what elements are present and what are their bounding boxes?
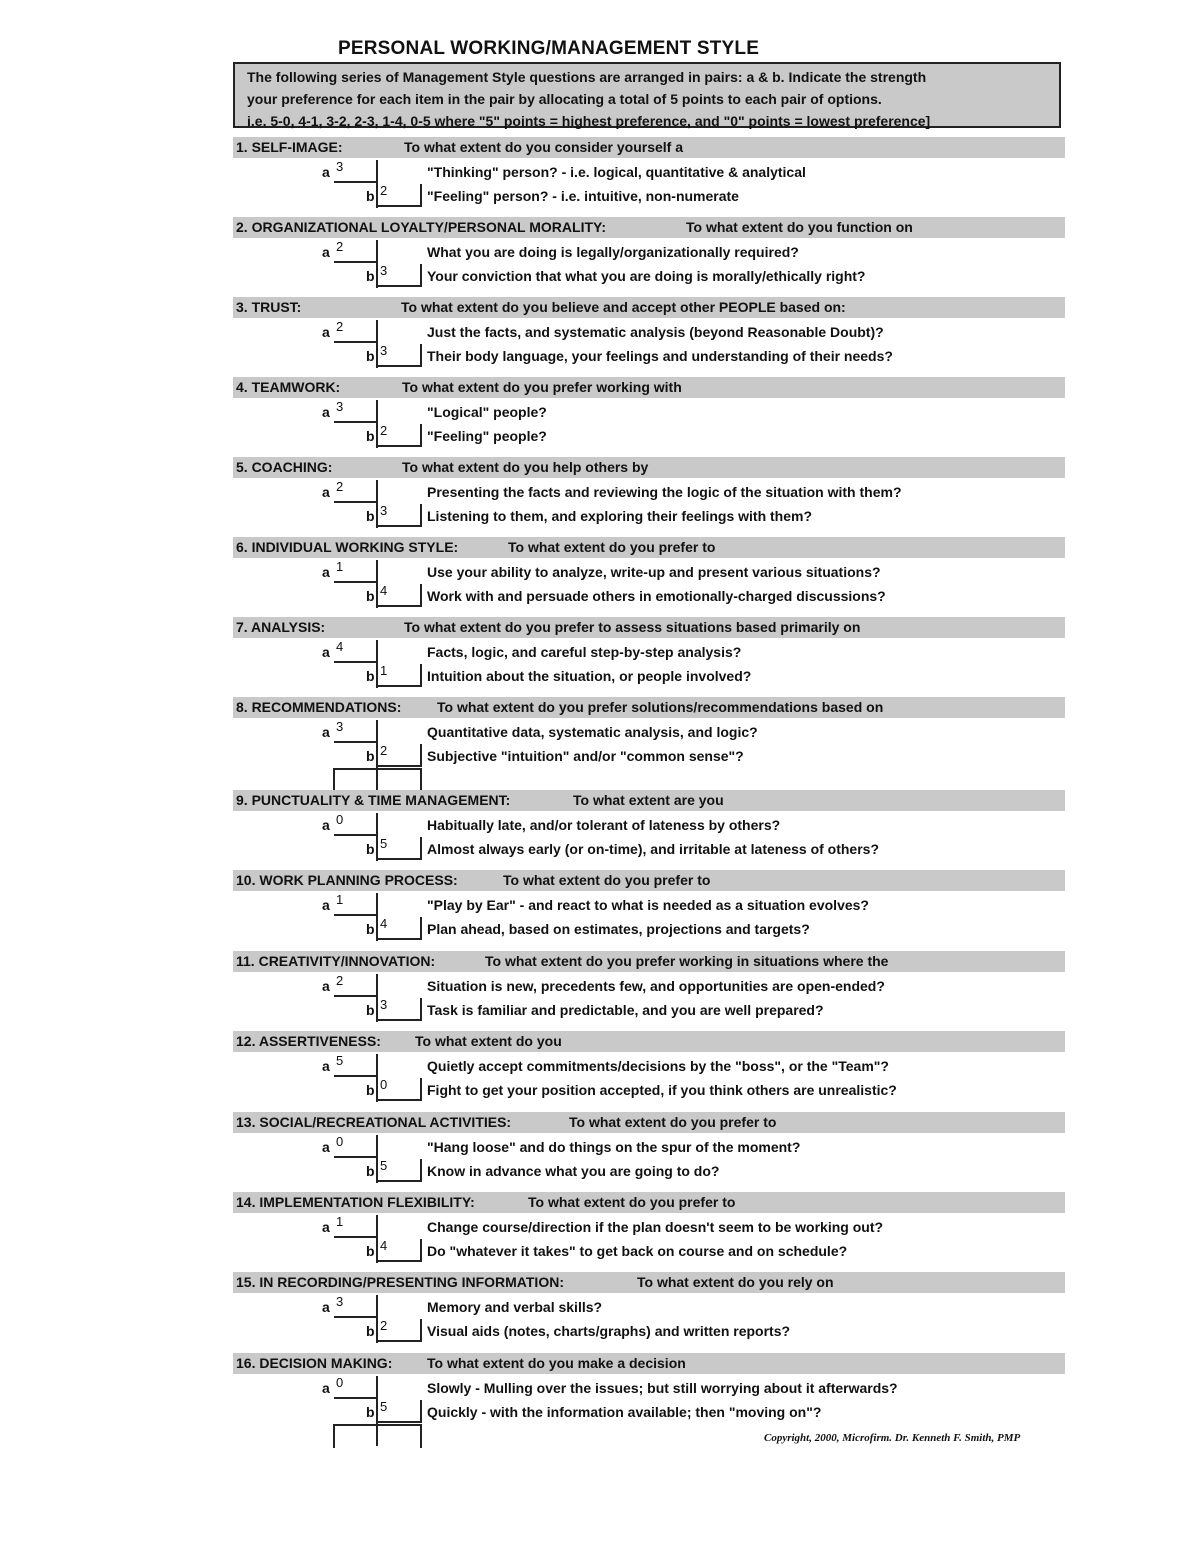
score-value: 3 — [380, 263, 388, 278]
option-b-row — [0, 998, 1200, 1022]
grid-line — [376, 1215, 378, 1263]
grid-line — [376, 480, 378, 528]
option-b-row — [0, 917, 1200, 941]
option-a-row — [0, 160, 1200, 184]
question-prompt: To what extent do you prefer to assess situations based primarily on — [404, 619, 861, 635]
option-a-row — [0, 640, 1200, 664]
question-number-topic: 9. PUNCTUALITY & TIME MANAGEMENT: — [236, 792, 511, 808]
option-a-text: Presenting the facts and reviewing the logic of the situation with them? — [427, 484, 902, 500]
option-a-score[interactable] — [334, 560, 378, 583]
option-a-score[interactable] — [334, 720, 378, 743]
option-b-text: Fight to get your position accepted, if you think others are unrealistic? — [427, 1082, 897, 1098]
option-b-text: Quickly - with the information available; then "moving on"? — [427, 1404, 822, 1420]
instructions-line: your preference for each item in the pair by allocating a total of 5 points to each pair of options. — [247, 91, 882, 107]
question-prompt: To what extent do you believe and accept other PEOPLE based on: — [401, 299, 846, 315]
question-prompt: To what extent do you — [415, 1033, 562, 1049]
question-number-topic: 15. IN RECORDING/PRESENTING INFORMATION: — [236, 1274, 564, 1290]
question-header — [233, 217, 1065, 238]
option-b-row — [0, 184, 1200, 208]
question-number-topic: 11. CREATIVITY/INNOVATION: — [236, 953, 436, 969]
score-value: 3 — [336, 159, 344, 174]
option-a-letter: a — [322, 978, 330, 994]
question-header — [233, 1272, 1065, 1293]
option-b-text: Task is familiar and predictable, and you are well prepared? — [427, 1002, 824, 1018]
question-number-topic: 5. COACHING: — [236, 459, 333, 475]
option-a-score[interactable] — [334, 974, 378, 997]
question-number-topic: 10. WORK PLANNING PROCESS: — [236, 872, 458, 888]
question-header — [233, 870, 1065, 891]
question-prompt: To what extent do you prefer to — [528, 1194, 736, 1210]
option-a-text: What you are doing is legally/organizationally required? — [427, 244, 799, 260]
question-prompt: To what extent do you prefer to — [569, 1114, 777, 1130]
option-b-text: Subjective "intuition" and/or "common sense"? — [427, 748, 744, 764]
option-b-letter: b — [366, 428, 375, 444]
option-a-score[interactable] — [334, 240, 378, 263]
grid-line — [376, 240, 378, 288]
option-a-score[interactable] — [334, 160, 378, 183]
instructions-line: i.e. 5-0, 4-1, 3-2, 2-3, 1-4, 0-5 where "5" points = highest preference, and "0" points = lowest preference] — [247, 113, 931, 129]
option-b-score[interactable] — [378, 1159, 422, 1182]
question-header — [233, 697, 1065, 718]
option-b-score[interactable] — [378, 584, 422, 607]
question-header — [233, 537, 1065, 558]
score-value: 3 — [336, 1294, 344, 1309]
score-value: 3 — [380, 503, 388, 518]
question-header — [233, 457, 1065, 478]
question-number-topic: 16. DECISION MAKING: — [236, 1355, 393, 1371]
question-header — [233, 790, 1065, 811]
option-a-score[interactable] — [334, 1215, 378, 1238]
option-a-row — [0, 1376, 1200, 1400]
option-b-row — [0, 424, 1200, 448]
option-a-row — [0, 1215, 1200, 1239]
option-a-row — [0, 1135, 1200, 1159]
score-value: 2 — [336, 973, 344, 988]
option-b-score[interactable] — [378, 184, 422, 207]
option-b-letter: b — [366, 1323, 375, 1339]
score-value: 1 — [336, 1214, 344, 1229]
option-b-text: "Feeling" people? — [427, 428, 547, 444]
option-a-letter: a — [322, 324, 330, 340]
option-b-row — [0, 1159, 1200, 1183]
grid-line — [420, 1424, 422, 1448]
option-b-score[interactable] — [378, 264, 422, 287]
score-value: 3 — [380, 997, 388, 1012]
option-b-letter: b — [366, 268, 375, 284]
option-b-score[interactable] — [378, 664, 422, 687]
option-b-text: Do "whatever it takes" to get back on course and on schedule? — [427, 1243, 848, 1259]
option-b-row — [0, 504, 1200, 528]
option-b-text: Almost always early (or on-time), and irritable at lateness of others? — [427, 841, 880, 857]
option-b-letter: b — [366, 1082, 375, 1098]
option-b-score[interactable] — [378, 1239, 422, 1262]
score-value: 3 — [336, 719, 344, 734]
question-number-topic: 3. TRUST: — [236, 299, 302, 315]
question-header — [233, 1112, 1065, 1133]
option-b-letter: b — [366, 668, 375, 684]
option-b-row — [0, 1239, 1200, 1263]
option-a-row — [0, 560, 1200, 584]
option-b-letter: b — [366, 1243, 375, 1259]
option-b-text: Listening to them, and exploring their feelings with them? — [427, 508, 813, 524]
option-a-row — [0, 1295, 1200, 1319]
question-header — [233, 137, 1065, 158]
option-a-text: Memory and verbal skills? — [427, 1299, 603, 1315]
score-value: 3 — [336, 399, 344, 414]
option-a-text: Situation is new, precedents few, and opportunities are open-ended? — [427, 978, 885, 994]
option-b-letter: b — [366, 1163, 375, 1179]
grid-line — [376, 400, 378, 448]
option-a-letter: a — [322, 484, 330, 500]
score-value: 3 — [380, 343, 388, 358]
grid-line — [376, 720, 378, 790]
option-b-text: Your conviction that what you are doing is morally/ethically right? — [427, 268, 866, 284]
score-value: 2 — [380, 423, 388, 438]
grid-line — [376, 1135, 378, 1183]
grid-line — [376, 1054, 378, 1102]
question-header — [233, 377, 1065, 398]
question-number-topic: 13. SOCIAL/RECREATIONAL ACTIVITIES: — [236, 1114, 512, 1130]
option-a-score[interactable] — [334, 1376, 378, 1399]
grid-line — [376, 320, 378, 368]
grid-line — [376, 813, 378, 861]
option-a-letter: a — [322, 1380, 330, 1396]
score-value: 5 — [336, 1053, 344, 1068]
question-prompt: To what extent do you prefer to — [503, 872, 711, 888]
option-b-text: "Feeling" person? - i.e. intuitive, non-numerate — [427, 188, 739, 204]
option-b-row — [0, 584, 1200, 608]
option-a-letter: a — [322, 164, 330, 180]
score-value: 2 — [380, 1318, 388, 1333]
score-value: 0 — [336, 1134, 344, 1149]
option-a-row — [0, 480, 1200, 504]
grid-line — [376, 1295, 378, 1343]
grid-line — [376, 974, 378, 1022]
score-value: 4 — [380, 916, 388, 931]
page-title: PERSONAL WORKING/MANAGEMENT STYLE — [338, 38, 760, 59]
option-b-letter: b — [366, 1002, 375, 1018]
score-value: 2 — [380, 183, 388, 198]
score-value: 2 — [336, 319, 344, 334]
instructions-box — [233, 62, 1061, 128]
option-b-letter: b — [366, 748, 375, 764]
option-a-row — [0, 1054, 1200, 1078]
option-a-text: Facts, logic, and careful step-by-step analysis? — [427, 644, 742, 660]
option-a-letter: a — [322, 897, 330, 913]
instructions-line: The following series of Management Style questions are arranged in pairs: a & b. Indicate the strength — [247, 69, 927, 85]
grid-line — [376, 1376, 378, 1446]
score-value: 1 — [380, 663, 388, 678]
grid-line — [334, 768, 422, 770]
question-number-topic: 1. SELF-IMAGE: — [236, 139, 343, 155]
option-a-letter: a — [322, 404, 330, 420]
option-b-score[interactable] — [378, 1319, 422, 1342]
question-prompt: To what extent do you prefer working with — [402, 379, 682, 395]
option-b-score[interactable] — [378, 837, 422, 860]
grid-line — [376, 560, 378, 608]
option-a-letter: a — [322, 724, 330, 740]
option-a-score[interactable] — [334, 893, 378, 916]
option-a-row — [0, 400, 1200, 424]
option-b-text: Plan ahead, based on estimates, projections and targets? — [427, 921, 810, 937]
score-value: 4 — [336, 639, 344, 654]
question-prompt: To what extent do you function on — [686, 219, 913, 235]
option-b-letter: b — [366, 588, 375, 604]
option-b-letter: b — [366, 841, 375, 857]
option-a-letter: a — [322, 1058, 330, 1074]
question-number-topic: 6. INDIVIDUAL WORKING STYLE: — [236, 539, 459, 555]
score-value: 1 — [336, 559, 344, 574]
option-a-text: "Logical" people? — [427, 404, 547, 420]
grid-line — [420, 768, 422, 792]
question-prompt: To what extent do you consider yourself a — [404, 139, 684, 155]
question-prompt: To what extent do you help others by — [402, 459, 649, 475]
option-a-letter: a — [322, 1219, 330, 1235]
option-a-row — [0, 813, 1200, 837]
option-a-row — [0, 893, 1200, 917]
option-b-score[interactable] — [378, 424, 422, 447]
grid-line — [333, 1424, 335, 1448]
question-header — [233, 297, 1065, 318]
option-b-text: Their body language, your feelings and understanding of their needs? — [427, 348, 893, 364]
option-a-row — [0, 720, 1200, 744]
grid-line — [376, 640, 378, 688]
option-b-score[interactable] — [378, 917, 422, 940]
option-b-score[interactable] — [378, 744, 422, 767]
option-a-text: Use your ability to analyze, write-up and present various situations? — [427, 564, 881, 580]
option-a-score[interactable] — [334, 640, 378, 663]
option-a-text: "Hang loose" and do things on the spur of the moment? — [427, 1139, 801, 1155]
option-b-row — [0, 264, 1200, 288]
score-value: 2 — [336, 479, 344, 494]
option-b-score[interactable] — [378, 1078, 422, 1101]
option-a-score[interactable] — [334, 400, 378, 423]
question-header — [233, 1031, 1065, 1052]
option-b-text: Know in advance what you are going to do? — [427, 1163, 720, 1179]
option-b-letter: b — [366, 188, 375, 204]
question-prompt: To what extent do you prefer to — [508, 539, 716, 555]
option-a-text: Quantitative data, systematic analysis, and logic? — [427, 724, 758, 740]
option-a-letter: a — [322, 644, 330, 660]
option-a-score[interactable] — [334, 480, 378, 503]
option-a-text: "Thinking" person? - i.e. logical, quantitative & analytical — [427, 164, 806, 180]
option-a-score[interactable] — [334, 1295, 378, 1318]
option-a-letter: a — [322, 564, 330, 580]
option-a-row — [0, 240, 1200, 264]
option-a-text: Just the facts, and systematic analysis (beyond Reasonable Doubt)? — [427, 324, 884, 340]
score-value: 5 — [380, 1158, 388, 1173]
score-value: 0 — [336, 812, 344, 827]
option-a-text: Habitually late, and/or tolerant of lateness by others? — [427, 817, 781, 833]
question-header — [233, 1192, 1065, 1213]
question-prompt: To what extent do you prefer working in situations where the — [485, 953, 889, 969]
question-number-topic: 4. TEAMWORK: — [236, 379, 341, 395]
score-value: 5 — [380, 836, 388, 851]
option-b-score[interactable] — [378, 998, 422, 1021]
option-b-row — [0, 837, 1200, 861]
option-b-letter: b — [366, 1404, 375, 1420]
grid-line — [376, 893, 378, 941]
question-prompt: To what extent do you rely on — [637, 1274, 834, 1290]
grid-line — [333, 768, 335, 792]
score-value: 2 — [380, 743, 388, 758]
option-b-score[interactable] — [378, 504, 422, 527]
option-a-letter: a — [322, 244, 330, 260]
option-a-text: "Play by Ear" - and react to what is needed as a situation evolves? — [427, 897, 869, 913]
option-a-score[interactable] — [334, 320, 378, 343]
option-b-letter: b — [366, 921, 375, 937]
option-a-letter: a — [322, 817, 330, 833]
option-b-letter: b — [366, 508, 375, 524]
question-header — [233, 951, 1065, 972]
question-number-topic: 2. ORGANIZATIONAL LOYALTY/PERSONAL MORALITY: — [236, 219, 606, 235]
option-b-row — [0, 744, 1200, 768]
question-prompt: To what extent do you prefer solutions/recommendations based on — [437, 699, 884, 715]
option-b-row — [0, 1400, 1200, 1424]
option-b-row — [0, 664, 1200, 688]
grid-line — [334, 1424, 422, 1426]
score-value: 0 — [380, 1077, 388, 1092]
option-b-text: Work with and persuade others in emotionally-charged discussions? — [427, 588, 886, 604]
option-b-row — [0, 1078, 1200, 1102]
question-number-topic: 8. RECOMMENDATIONS: — [236, 699, 402, 715]
score-value: 0 — [336, 1375, 344, 1390]
option-b-row — [0, 344, 1200, 368]
option-a-score[interactable] — [334, 1135, 378, 1158]
option-a-row — [0, 974, 1200, 998]
option-a-text: Quietly accept commitments/decisions by the "boss", or the "Team"? — [427, 1058, 889, 1074]
option-a-row — [0, 320, 1200, 344]
question-number-topic: 12. ASSERTIVENESS: — [236, 1033, 381, 1049]
option-b-row — [0, 1319, 1200, 1343]
score-value: 4 — [380, 583, 388, 598]
option-a-letter: a — [322, 1139, 330, 1155]
option-b-score[interactable] — [378, 344, 422, 367]
option-a-score[interactable] — [334, 813, 378, 836]
score-value: 2 — [336, 239, 344, 254]
score-value: 4 — [380, 1238, 388, 1253]
question-header — [233, 617, 1065, 638]
option-b-text: Intuition about the situation, or people involved? — [427, 668, 752, 684]
question-number-topic: 14. IMPLEMENTATION FLEXIBILITY: — [236, 1194, 475, 1210]
option-b-text: Visual aids (notes, charts/graphs) and written reports? — [427, 1323, 791, 1339]
option-a-score[interactable] — [334, 1054, 378, 1077]
option-a-letter: a — [322, 1299, 330, 1315]
question-number-topic: 7. ANALYSIS: — [236, 619, 326, 635]
option-a-text: Change course/direction if the plan doesn't seem to be working out? — [427, 1219, 884, 1235]
score-value: 1 — [336, 892, 344, 907]
option-b-score[interactable] — [378, 1400, 422, 1423]
copyright-notice: Copyright, 2000, Microfirm. Dr. Kenneth F. Smith, PMP — [764, 1432, 1021, 1444]
score-value: 5 — [380, 1399, 388, 1414]
option-b-letter: b — [366, 348, 375, 364]
question-prompt: To what extent are you — [573, 792, 724, 808]
question-header — [233, 1353, 1065, 1374]
question-prompt: To what extent do you make a decision — [427, 1355, 686, 1371]
grid-line — [376, 160, 378, 208]
option-a-text: Slowly - Mulling over the issues; but still worrying about it afterwards? — [427, 1380, 898, 1396]
